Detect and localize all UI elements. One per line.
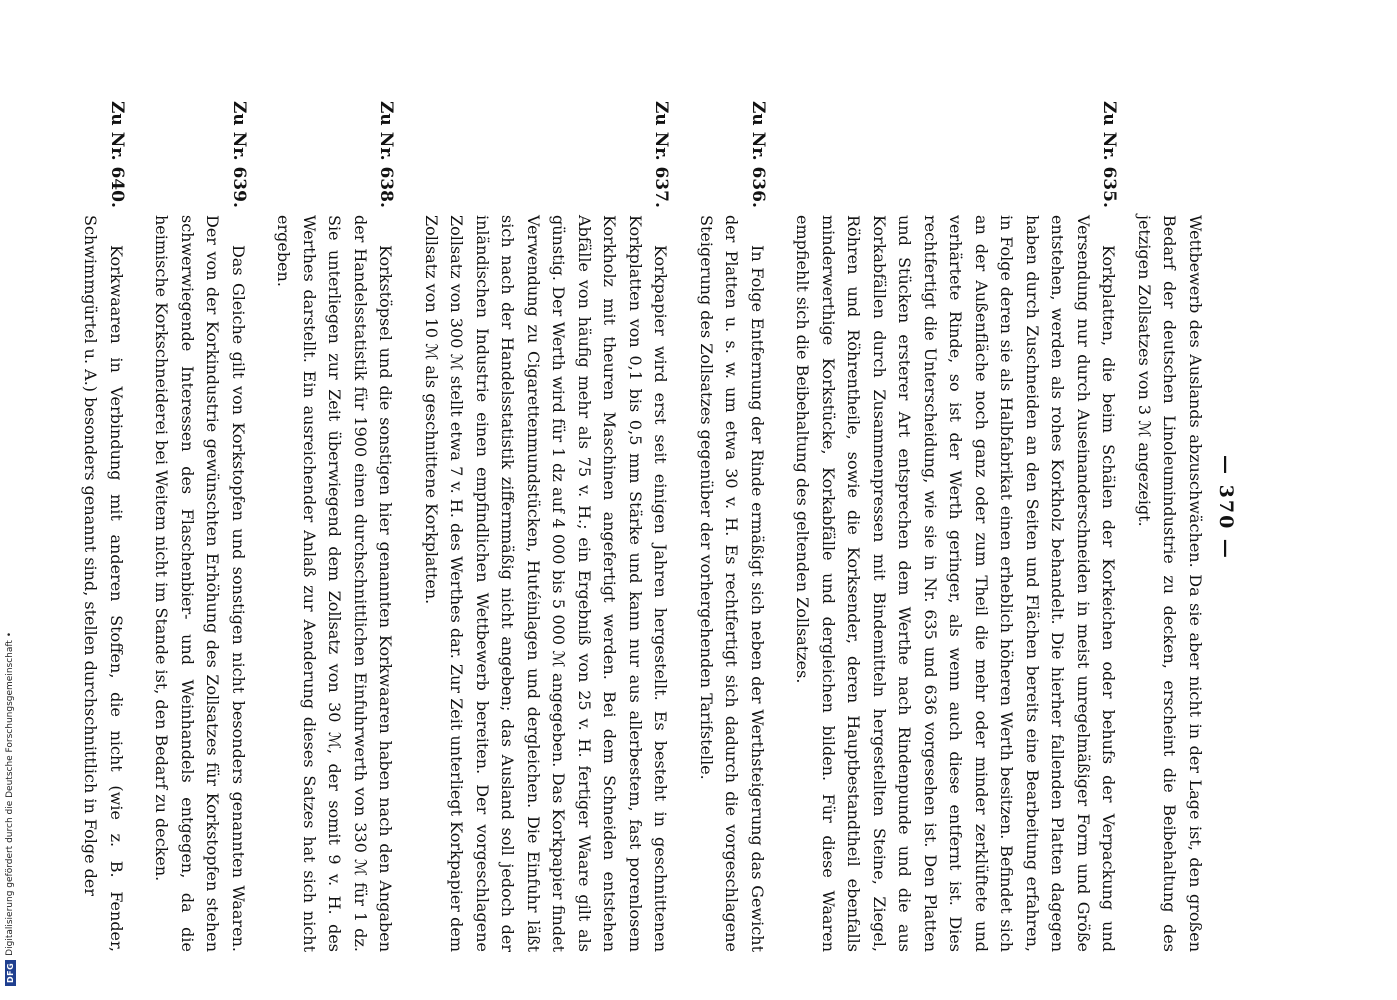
- scanned-page: [81, 45, 1240, 970]
- margin-label-635: Zu Nr. 635.: [1099, 101, 1120, 208]
- dfg-logo: DFG: [5, 960, 16, 986]
- margin-label-640: Zu Nr. 640.: [107, 101, 127, 208]
- digitization-credit: [0, 0, 20, 1000]
- section-640: [78, 45, 129, 970]
- paragraph-continuation: [1132, 45, 1209, 970]
- paragraph-text-639: Das Gleiche gilt von Korkstopfen und sonstigen nicht besonders genannten Waaren. Der von der Korkindustrie gewünschten Erhöhung des Zollsatzes für Korkstopfen stehen schwerwiegende Interessen des Flaschenbier- und Weinhandels entgegen, da die heimische Korkschneiderei bei Weitem nicht im Stande ist, den Bedarf zu decken.: [152, 215, 248, 952]
- credit-strip: [2, 586, 18, 986]
- credit-text: Digitalisierung gefördert durch die Deutsche Forschungsgemeinschaft •: [5, 631, 15, 956]
- paragraph-text-637: Korkpapier wird erst seit einigen Jahren hergestellt. Es besteht in geschnittenen Korkplatten von 0,1 bis 0,5 mm Stärke und kann nur aus allerbestem, fast porenlosem Korkholz mit theuren Maschinen angefertigt werden. Bei dem Schneiden entstehen Abfälle von häufig mehr als 75 v. H.; ein Ergebniß von 25 v. H. fertiger Waare gilt als günstig. Der Werth wird für 1 dz auf 4 000 bis 5 000 ℳ angegeben. Das Korkpapier findet Verwendung zu Cigarettenmundstücken, Hutéinlagen und dergleichen. Die Einfuhr läßt sich nach der Handelsstatistik ziffernmäßig nicht angeben; das Ausland soll jedoch der inländischen Industrie einen empfindlichen Wettbewerb bereiten. Der vorgeschlagene Zollsatz von 300 ℳ stellt etwa 7 v. H. des Werthes dar. Zur Zeit unterliegt Korkpapier dem Zollsatz von 10 ℳ als geschnittene Korkplatten.: [422, 215, 671, 952]
- section-637: [419, 45, 674, 970]
- paragraph-text-636: In Folge Entfernung der Rinde ermäßigt sich neben der Werthsteigerung das Gewicht der Platten u. s. w. um etwa 30 v. H. Es rechtfertigt sich dadurch die vorgeschlagene Steigerung des Zollsatzes gegenüber der vorhergehenden Tarifstelle.: [697, 215, 767, 952]
- section-638: [271, 45, 399, 970]
- paragraph-text-638: Korkstöpsel und die sonstigen hier genannten Korkwaaren haben nach den Angaben der Handelsstatistik für 1900 einen durchschnittlichen Einfuhrwerth von 330 ℳ für 1 dz. Sie unterliegen zur Zeit überwiegend dem Zollsatz von 30 ℳ, der somit 9 v. H. des Werthes darstellt. Ein ausreichender Anlaß zur Aenderung dieses Satzes hat sich nicht ergeben.: [274, 215, 396, 952]
- paragraph-text-640: Korkwaaren in Verbindung mit anderen Stoffen, die nicht (wie z. B. Fender, Schwimmgürtel u. A.) besonders genannt sind, stellen durchschnittlich in Folge der: [81, 215, 126, 952]
- margin-label-637: Zu Nr. 637.: [651, 101, 672, 208]
- margin-label-639: Zu Nr. 639.: [229, 101, 249, 208]
- margin-label-636: Zu Nr. 636.: [748, 101, 768, 208]
- page-number: — 370 —: [1215, 455, 1237, 560]
- section-635: [790, 45, 1122, 970]
- margin-label-638: Zu Nr. 638.: [376, 101, 397, 208]
- section-636: [694, 45, 771, 970]
- section-639: [149, 45, 251, 970]
- paragraph-text: Wettbewerb des Auslands abzuschwächen. Da sie aber nicht in der Lage ist, den großen Bedarf der deutschen Linoleumindustrie zu decken, erscheint die Beibehaltung des jetzigen Zollsatzes von 3 ℳ angezeigt.: [1135, 215, 1205, 952]
- paragraph-text-635: Korkplatten, die beim Schälen der Korkeichen oder behufs der Verpackung und Versendung nur durch Auseinanderschneiden in meist unregelmäßiger Form und Größe entstehen, werden als rohes Korkholz behandelt. Die hierher fallenden Platten dagegen haben durch Zuschneiden an den Seiten und Flächen bereits eine Bearbeitung erfahren, in Folge deren sie als Halbfabrikat einen erheblich höheren Werth besitzen. Befindet sich an der Außenfläche noch ganz oder zum Theil die mehr oder minder zerklüftete und verhärtete Rinde, so ist der Werth geringer, als wenn auch diese entfernt ist. Dies rechtfertigt die Unterscheidung, wie sie in Nr. 635 und 636 vorgesehen ist. Den Platten und Stücken ersterer Art entsprechen dem Werthe nach Rindenpunde und die aus Korkabfällen durch Zusammenpressen mit Bindemitteln hergestellten Steine, Ziegel, Röhren und Röhrentheile, sowie die Korksender, deren Hauptbestandtheil ebenfalls minderwerthige Korkstücke, Korkabfälle und dergleichen bilden. Für diese Waaren empfiehlt sich die Beibehaltung des geltenden Zollsatzes.: [793, 215, 1119, 952]
